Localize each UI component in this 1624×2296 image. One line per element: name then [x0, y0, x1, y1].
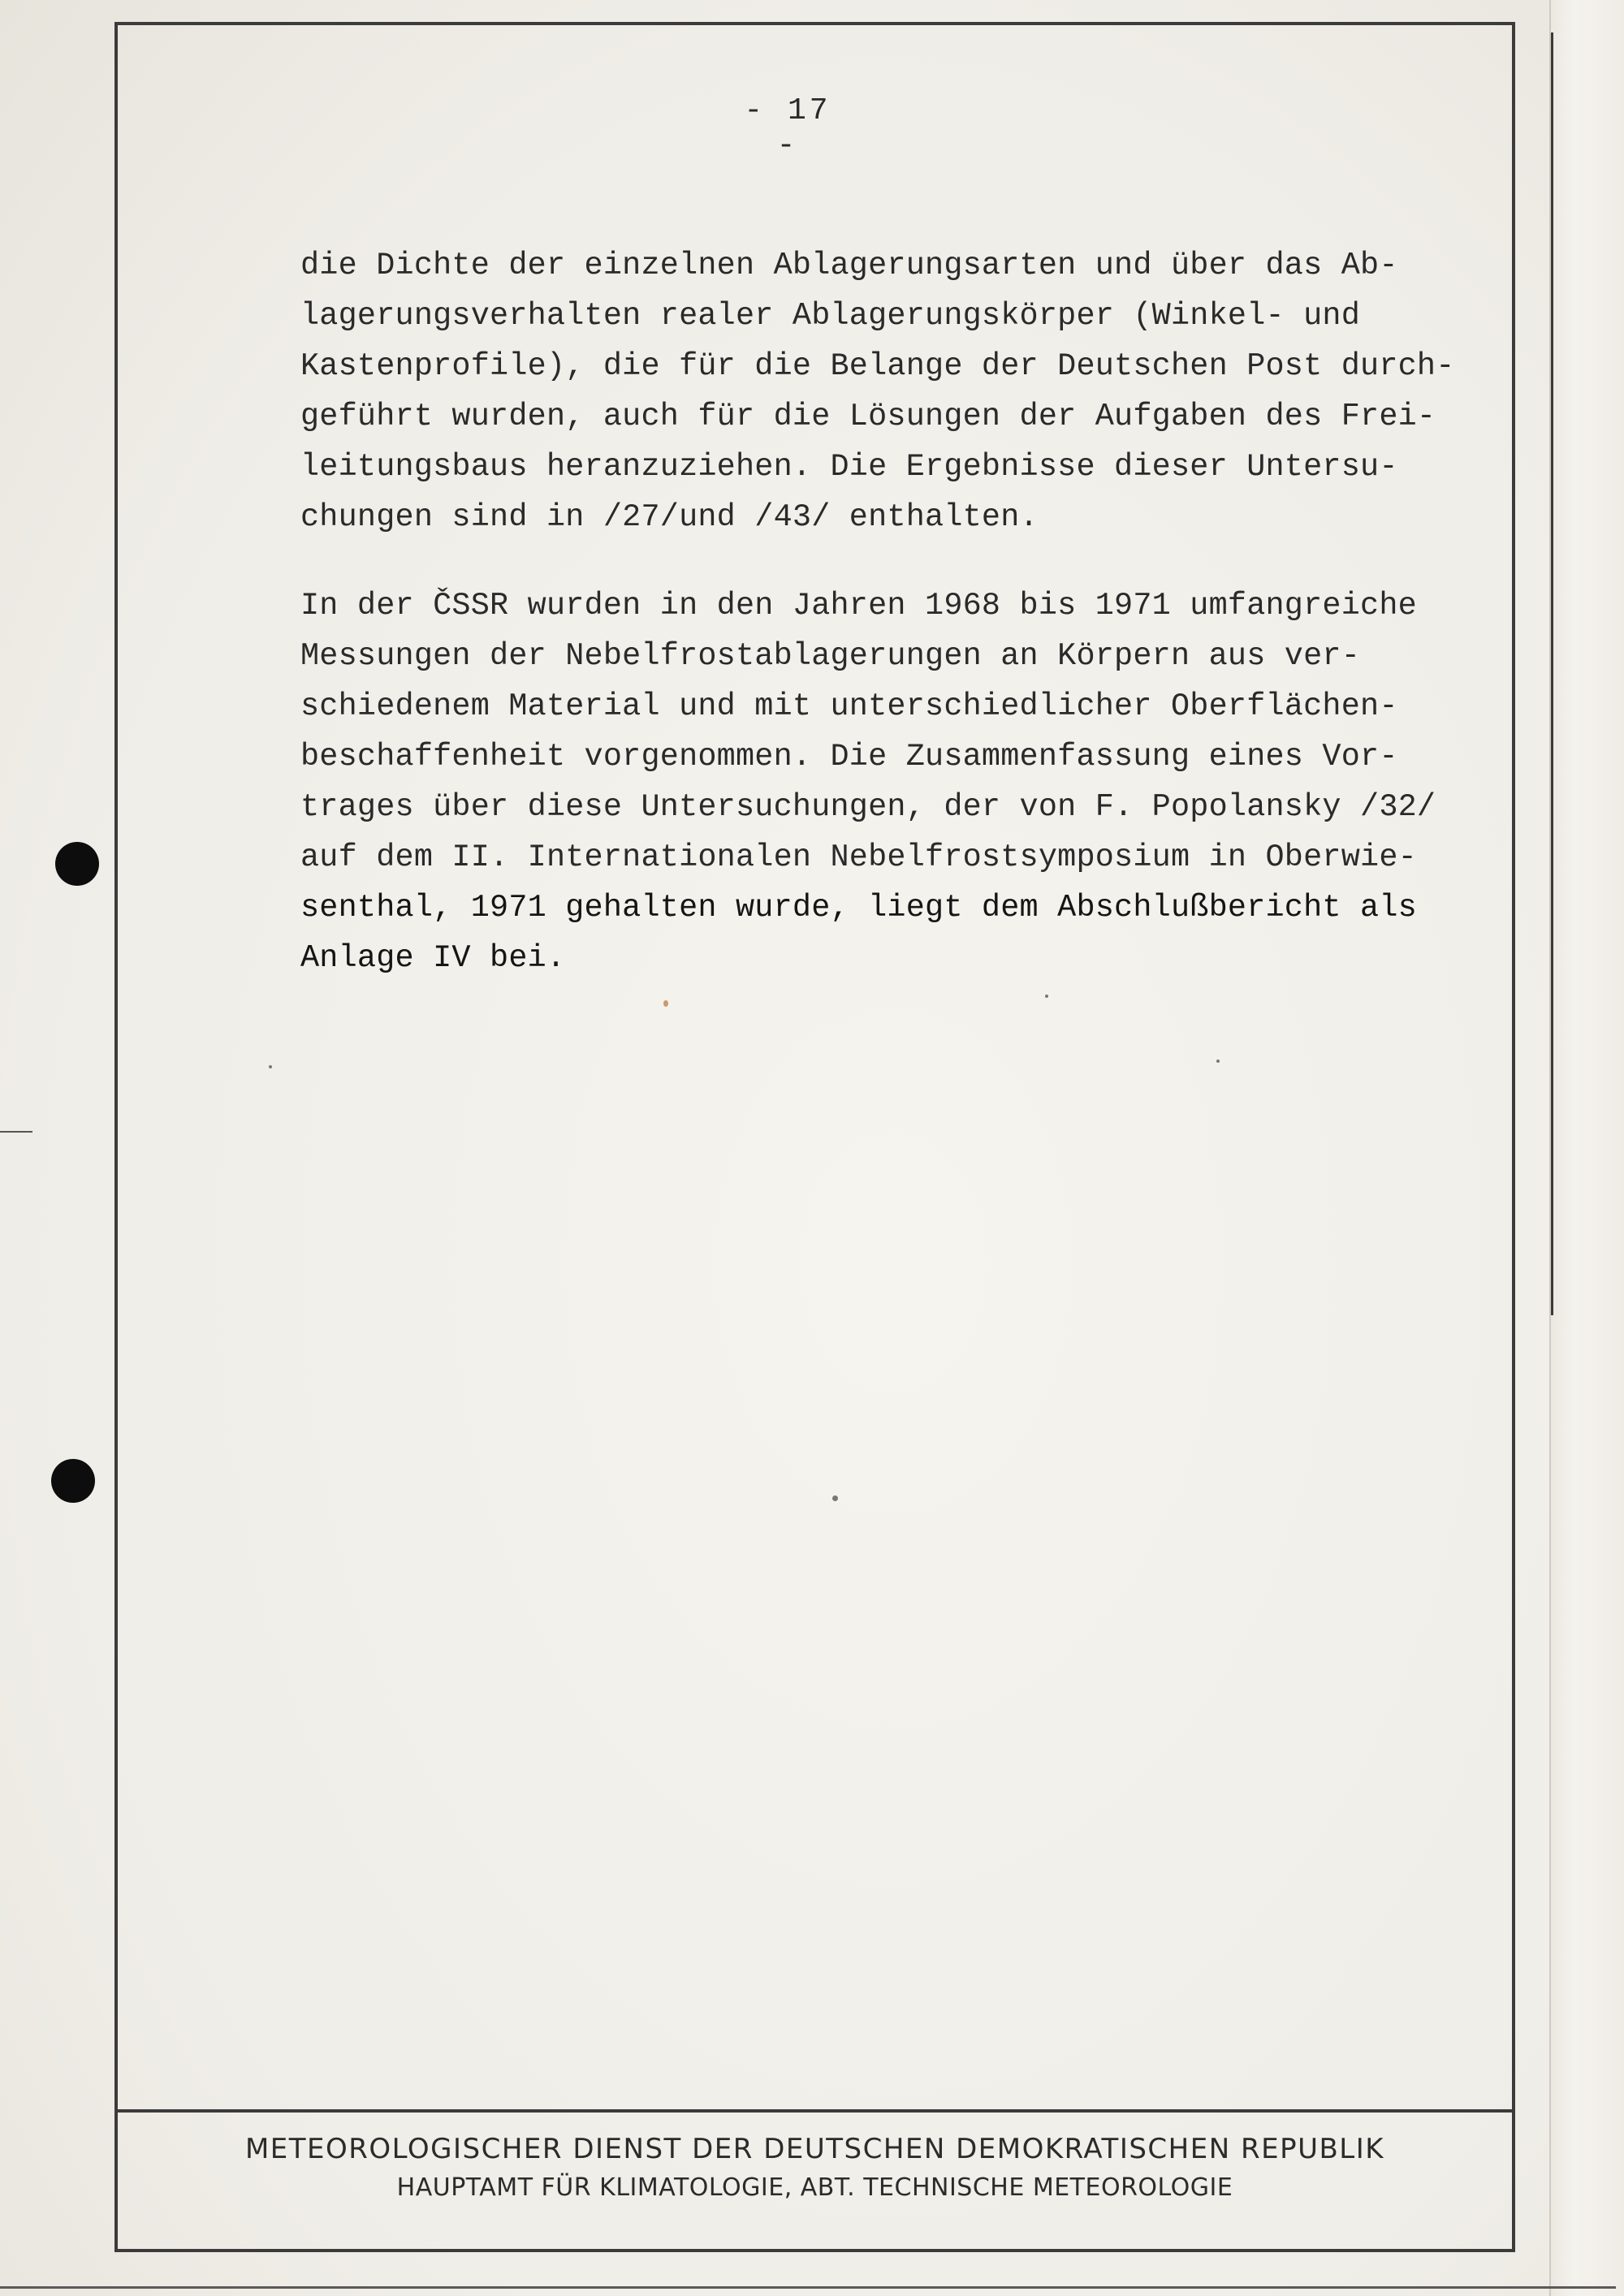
scan-right-edge — [1549, 0, 1624, 2296]
scan-speck — [1216, 1060, 1220, 1063]
text-line: In der ČSSR wurden in den Jahren 1968 bis 1971 umfangreiche — [300, 588, 1417, 624]
text-line: lagerungsverhalten realer Ablagerungskörper (Winkel- und — [300, 298, 1361, 334]
text-line: beschaffenheit vorgenommen. Die Zusammenfassung eines Vor- — [300, 739, 1398, 775]
text-line: auf dem II. Internationalen Nebelfrostsymposium in Oberwie- — [300, 839, 1417, 875]
scan-bottom-line — [0, 2286, 1616, 2289]
footer-institution: METEOROLOGISCHER DIENST DER DEUTSCHEN DEMOKRATISCHEN REPUBLIK — [244, 2133, 1385, 2165]
text-line: Kastenprofile), die für die Belange der Deutschen Post durch- — [300, 348, 1455, 384]
text-line: die Dichte der einzelnen Ablagerungsarten und über das Ab- — [300, 248, 1398, 283]
margin-tick-mark — [0, 1131, 32, 1133]
text-line: trages über diese Untersuchungen, der von F. Popolansky /32/ — [300, 789, 1436, 825]
text-line: leitungsbaus heranzuziehen. Die Ergebnisse dieser Untersu- — [300, 449, 1398, 485]
paragraph-1 — [300, 240, 1502, 542]
text-line: chungen sind in /27/und /43/ enthalten. — [300, 499, 1039, 535]
text-line: Anlage IV bei. — [300, 940, 566, 976]
paragraph-2 — [300, 580, 1502, 983]
punch-hole — [51, 1459, 95, 1503]
text-line: geführt wurden, auch für die Lösungen der Aufgaben des Frei- — [300, 399, 1436, 434]
scan-speck — [1045, 995, 1048, 998]
text-line: senthal, 1971 gehalten wurde, liegt dem Abschlußbericht als — [300, 890, 1417, 926]
footer-department: HAUPTAMT FÜR KLIMATOLOGIE, ABT. TECHNISCHE METEOROLOGIE — [396, 2173, 1233, 2202]
scan-edge-line — [1551, 32, 1553, 1315]
footer-divider — [114, 2109, 1515, 2113]
scan-speck — [269, 1065, 272, 1068]
text-line: Messungen der Nebelfrostablagerungen an Körpern aus ver- — [300, 638, 1361, 674]
page-number: - 17 - — [744, 93, 831, 163]
text-line: schiedenem Material und mit unterschiedlicher Oberflächen- — [300, 688, 1398, 724]
scan-speck — [832, 1495, 838, 1501]
scan-speck — [663, 1000, 668, 1007]
punch-hole — [55, 842, 99, 886]
